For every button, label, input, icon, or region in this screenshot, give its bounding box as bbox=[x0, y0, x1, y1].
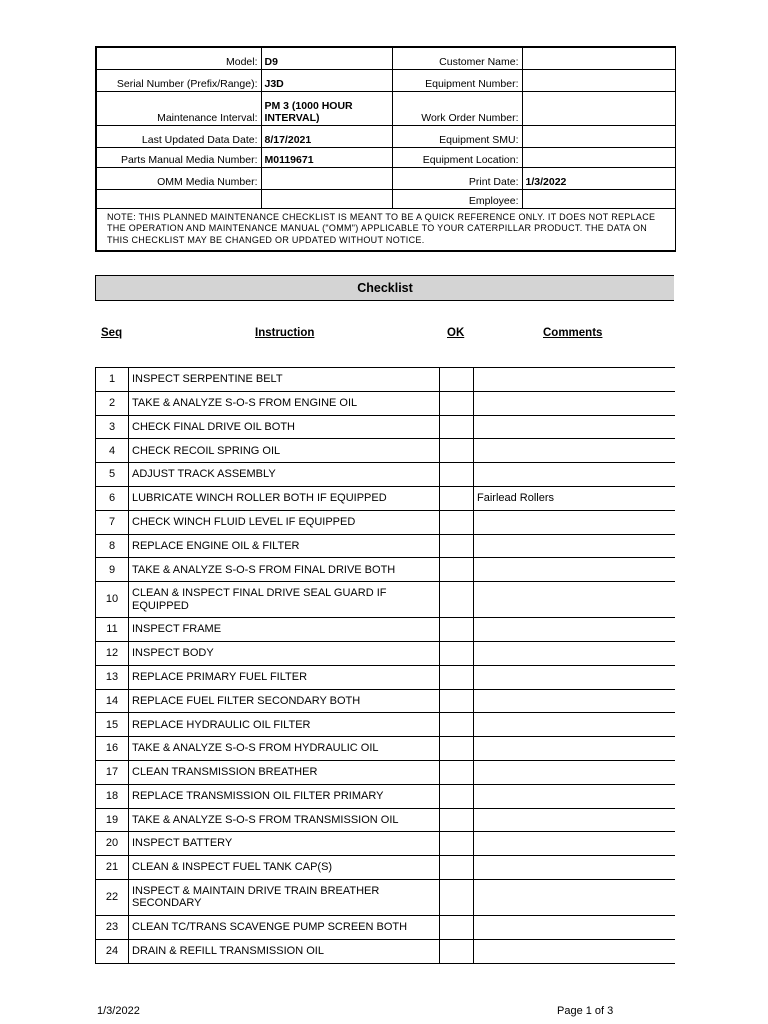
ok-checkbox-cell[interactable] bbox=[440, 856, 474, 880]
seq-number: 21 bbox=[96, 856, 129, 880]
seq-number: 8 bbox=[96, 534, 129, 558]
instruction-text: INSPECT BODY bbox=[129, 641, 440, 665]
info-row bbox=[96, 47, 675, 69]
info-label: Serial Number (Prefix/Range): bbox=[96, 69, 261, 91]
seq-number: 5 bbox=[96, 463, 129, 487]
comment-cell[interactable] bbox=[474, 760, 675, 784]
checklist-row bbox=[96, 939, 675, 963]
seq-number: 19 bbox=[96, 808, 129, 832]
comment-cell[interactable] bbox=[474, 415, 675, 439]
ok-checkbox-cell[interactable] bbox=[440, 415, 474, 439]
comment-cell[interactable] bbox=[474, 510, 675, 534]
ok-checkbox-cell[interactable] bbox=[440, 368, 474, 392]
checklist-row bbox=[96, 689, 675, 713]
ok-checkbox-cell[interactable] bbox=[440, 689, 474, 713]
checklist-row bbox=[96, 665, 675, 689]
footer-page-number: Page 1 of 3 bbox=[557, 1005, 614, 1017]
checklist-row bbox=[96, 463, 675, 487]
info-value bbox=[522, 91, 675, 125]
column-header-comments: Comments bbox=[543, 327, 603, 339]
instruction-text: REPLACE TRANSMISSION OIL FILTER PRIMARY bbox=[129, 784, 440, 808]
checklist-row bbox=[96, 641, 675, 665]
ok-checkbox-cell[interactable] bbox=[440, 618, 474, 642]
info-value: PM 3 (1000 HOUR INTERVAL) bbox=[261, 91, 392, 125]
ok-checkbox-cell[interactable] bbox=[440, 760, 474, 784]
seq-number: 15 bbox=[96, 713, 129, 737]
info-value bbox=[522, 47, 675, 69]
info-label: Parts Manual Media Number: bbox=[96, 147, 261, 167]
seq-number: 16 bbox=[96, 737, 129, 761]
ok-checkbox-cell[interactable] bbox=[440, 641, 474, 665]
checklist-row bbox=[96, 439, 675, 463]
checklist-row bbox=[96, 534, 675, 558]
instruction-text: REPLACE HYDRAULIC OIL FILTER bbox=[129, 713, 440, 737]
checklist-row bbox=[96, 737, 675, 761]
checklist-row bbox=[96, 808, 675, 832]
info-value bbox=[522, 147, 675, 167]
instruction-text: ADJUST TRACK ASSEMBLY bbox=[129, 463, 440, 487]
ok-checkbox-cell[interactable] bbox=[440, 915, 474, 939]
info-row bbox=[96, 147, 675, 167]
comment-cell[interactable] bbox=[474, 737, 675, 761]
ok-checkbox-cell[interactable] bbox=[440, 879, 474, 915]
comment-cell[interactable] bbox=[474, 784, 675, 808]
ok-checkbox-cell[interactable] bbox=[440, 665, 474, 689]
ok-checkbox-cell[interactable] bbox=[440, 486, 474, 510]
instruction-text: CHECK RECOIL SPRING OIL bbox=[129, 439, 440, 463]
instruction-text: DRAIN & REFILL TRANSMISSION OIL bbox=[129, 939, 440, 963]
seq-number: 13 bbox=[96, 665, 129, 689]
checklist-title: Checklist bbox=[95, 275, 674, 301]
note-row bbox=[96, 208, 675, 251]
seq-number: 2 bbox=[96, 391, 129, 415]
info-label: Maintenance Interval: bbox=[96, 91, 261, 125]
comment-cell[interactable] bbox=[474, 582, 675, 618]
ok-checkbox-cell[interactable] bbox=[440, 808, 474, 832]
checklist-row bbox=[96, 415, 675, 439]
equipment-info-table bbox=[95, 46, 676, 252]
ok-checkbox-cell[interactable] bbox=[440, 439, 474, 463]
info-label: Equipment Location: bbox=[392, 147, 522, 167]
checklist-row bbox=[96, 856, 675, 880]
checklist-row bbox=[96, 368, 675, 392]
checklist-row bbox=[96, 713, 675, 737]
info-row bbox=[96, 125, 675, 147]
instruction-text: CHECK WINCH FLUID LEVEL IF EQUIPPED bbox=[129, 510, 440, 534]
ok-checkbox-cell[interactable] bbox=[440, 534, 474, 558]
seq-number: 10 bbox=[96, 582, 129, 618]
column-header-ok: OK bbox=[447, 327, 465, 339]
checklist-row bbox=[96, 510, 675, 534]
info-row bbox=[96, 167, 675, 189]
instruction-text: INSPECT & MAINTAIN DRIVE TRAIN BREATHER SECONDARY bbox=[129, 879, 440, 915]
info-row bbox=[96, 189, 675, 208]
info-value bbox=[522, 69, 675, 91]
comment-cell[interactable] bbox=[474, 879, 675, 915]
info-value: J3D bbox=[261, 69, 392, 91]
comment-cell[interactable] bbox=[474, 915, 675, 939]
seq-number: 11 bbox=[96, 618, 129, 642]
instruction-text: TAKE & ANALYZE S-O-S FROM FINAL DRIVE BOTH bbox=[129, 558, 440, 582]
ok-checkbox-cell[interactable] bbox=[440, 784, 474, 808]
seq-number: 17 bbox=[96, 760, 129, 784]
seq-number: 6 bbox=[96, 486, 129, 510]
instruction-text: LUBRICATE WINCH ROLLER BOTH IF EQUIPPED bbox=[129, 486, 440, 510]
ok-checkbox-cell[interactable] bbox=[440, 510, 474, 534]
instruction-text: CLEAN & INSPECT FUEL TANK CAP(S) bbox=[129, 856, 440, 880]
comment-cell[interactable] bbox=[474, 939, 675, 963]
instruction-text: INSPECT FRAME bbox=[129, 618, 440, 642]
info-value: 1/3/2022 bbox=[522, 167, 675, 189]
instruction-text: CLEAN TRANSMISSION BREATHER bbox=[129, 760, 440, 784]
instruction-text: INSPECT BATTERY bbox=[129, 832, 440, 856]
instruction-text: REPLACE ENGINE OIL & FILTER bbox=[129, 534, 440, 558]
info-value bbox=[261, 189, 392, 208]
info-label: Work Order Number: bbox=[392, 91, 522, 125]
checklist-row bbox=[96, 915, 675, 939]
instruction-text: INSPECT SERPENTINE BELT bbox=[129, 368, 440, 392]
info-label: OMM Media Number: bbox=[96, 167, 261, 189]
instruction-text: CLEAN & INSPECT FINAL DRIVE SEAL GUARD IF EQUIPPED bbox=[129, 582, 440, 618]
comment-cell[interactable] bbox=[474, 534, 675, 558]
ok-checkbox-cell[interactable] bbox=[440, 713, 474, 737]
checklist-table bbox=[95, 367, 675, 964]
info-label: Print Date: bbox=[392, 167, 522, 189]
comment-cell[interactable]: Fairlead Rollers bbox=[474, 486, 675, 510]
info-value: D9 bbox=[261, 47, 392, 69]
seq-number: 23 bbox=[96, 915, 129, 939]
instruction-text: TAKE & ANALYZE S-O-S FROM HYDRAULIC OIL bbox=[129, 737, 440, 761]
seq-number: 18 bbox=[96, 784, 129, 808]
info-value: 8/17/2021 bbox=[261, 125, 392, 147]
info-value: M0119671 bbox=[261, 147, 392, 167]
checklist-row bbox=[96, 879, 675, 915]
column-header-seq: Seq bbox=[101, 327, 123, 339]
comment-cell[interactable] bbox=[474, 558, 675, 582]
ok-checkbox-cell[interactable] bbox=[440, 558, 474, 582]
seq-number: 7 bbox=[96, 510, 129, 534]
ok-checkbox-cell[interactable] bbox=[440, 939, 474, 963]
seq-number: 3 bbox=[96, 415, 129, 439]
instruction-text: REPLACE PRIMARY FUEL FILTER bbox=[129, 665, 440, 689]
instruction-text: CHECK FINAL DRIVE OIL BOTH bbox=[129, 415, 440, 439]
instruction-text: TAKE & ANALYZE S-O-S FROM ENGINE OIL bbox=[129, 391, 440, 415]
info-row bbox=[96, 91, 675, 125]
comment-cell[interactable] bbox=[474, 856, 675, 880]
comment-cell[interactable] bbox=[474, 832, 675, 856]
checklist-row bbox=[96, 618, 675, 642]
instruction-text: REPLACE FUEL FILTER SECONDARY BOTH bbox=[129, 689, 440, 713]
checklist-row bbox=[96, 486, 675, 510]
ok-checkbox-cell[interactable] bbox=[440, 737, 474, 761]
info-label: Customer Name: bbox=[392, 47, 522, 69]
ok-checkbox-cell[interactable] bbox=[440, 463, 474, 487]
seq-number: 9 bbox=[96, 558, 129, 582]
comment-cell[interactable] bbox=[474, 439, 675, 463]
comment-cell[interactable] bbox=[474, 618, 675, 642]
checklist-row bbox=[96, 582, 675, 618]
disclaimer-note: NOTE: THIS PLANNED MAINTENANCE CHECKLIST IS MEANT TO BE A QUICK REFERENCE ONLY. IT DOES NOT REPLACE THE OPERATION AND MAINTENANCE MANUAL ("OMM") APPLICABLE TO YOUR CATERPILLAR PRODUCT. THE DATA ON THIS CHECKLIST MAY BE CHANGED OR UPDATED WITHOUT NOTICE. bbox=[96, 208, 675, 251]
footer-date: 1/3/2022 bbox=[97, 1005, 140, 1017]
instruction-text: TAKE & ANALYZE S-O-S FROM TRANSMISSION OIL bbox=[129, 808, 440, 832]
seq-number: 24 bbox=[96, 939, 129, 963]
info-row bbox=[96, 69, 675, 91]
seq-number: 12 bbox=[96, 641, 129, 665]
comment-cell[interactable] bbox=[474, 463, 675, 487]
comment-cell[interactable] bbox=[474, 713, 675, 737]
info-label: Equipment Number: bbox=[392, 69, 522, 91]
seq-number: 1 bbox=[96, 368, 129, 392]
ok-checkbox-cell[interactable] bbox=[440, 582, 474, 618]
checklist-row bbox=[96, 391, 675, 415]
seq-number: 20 bbox=[96, 832, 129, 856]
instruction-text: CLEAN TC/TRANS SCAVENGE PUMP SCREEN BOTH bbox=[129, 915, 440, 939]
comment-cell[interactable] bbox=[474, 641, 675, 665]
info-label: Last Updated Data Date: bbox=[96, 125, 261, 147]
info-label: Model: bbox=[96, 47, 261, 69]
info-label: Employee: bbox=[392, 189, 522, 208]
comment-cell[interactable] bbox=[474, 665, 675, 689]
seq-number: 22 bbox=[96, 879, 129, 915]
checklist-row bbox=[96, 832, 675, 856]
column-header-instruction: Instruction bbox=[255, 327, 315, 339]
info-value bbox=[522, 189, 675, 208]
info-value bbox=[261, 167, 392, 189]
checklist-row bbox=[96, 760, 675, 784]
info-label: Equipment SMU: bbox=[392, 125, 522, 147]
ok-checkbox-cell[interactable] bbox=[440, 391, 474, 415]
comment-cell[interactable] bbox=[474, 391, 675, 415]
seq-number: 4 bbox=[96, 439, 129, 463]
seq-number: 14 bbox=[96, 689, 129, 713]
comment-cell[interactable] bbox=[474, 368, 675, 392]
comment-cell[interactable] bbox=[474, 808, 675, 832]
info-value bbox=[522, 125, 675, 147]
ok-checkbox-cell[interactable] bbox=[440, 832, 474, 856]
checklist-row bbox=[96, 558, 675, 582]
checklist-row bbox=[96, 784, 675, 808]
info-label bbox=[96, 189, 261, 208]
comment-cell[interactable] bbox=[474, 689, 675, 713]
